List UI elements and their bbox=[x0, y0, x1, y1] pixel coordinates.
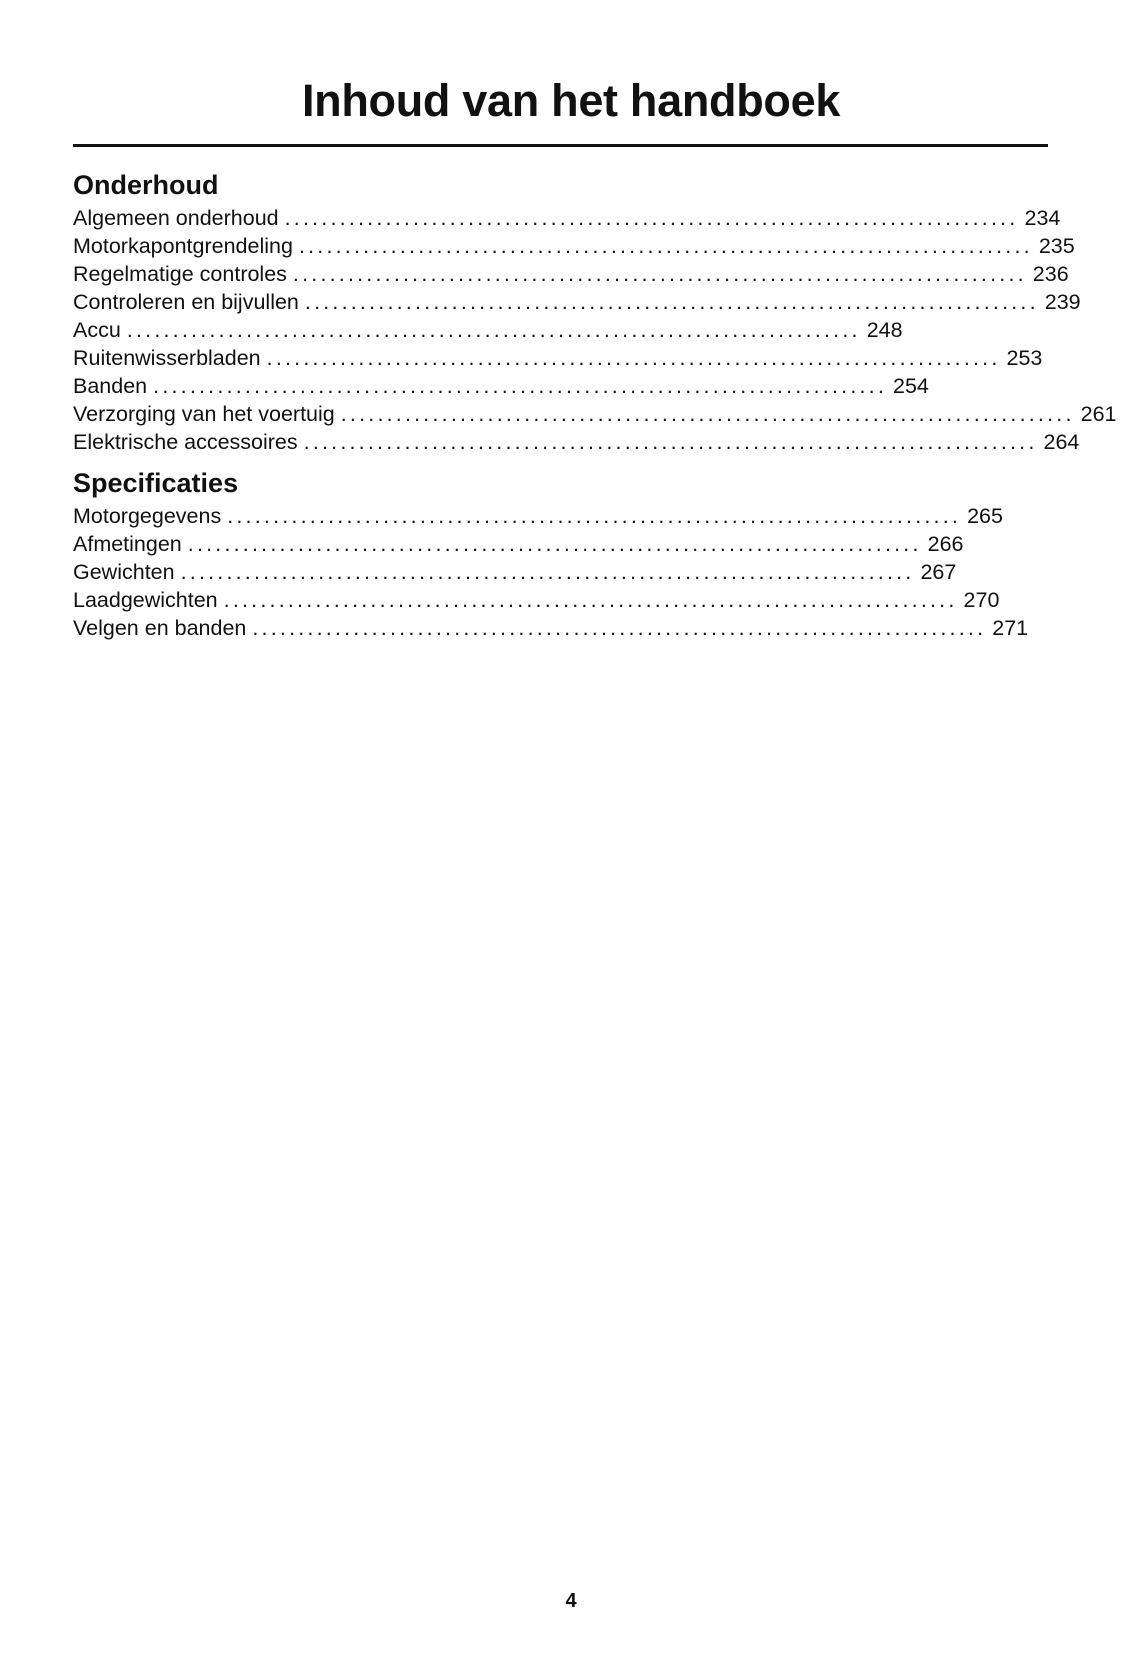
dot-leader: ................................................................................ bbox=[187, 532, 922, 556]
toc-entry[interactable] bbox=[73, 530, 964, 558]
toc-entry[interactable] bbox=[73, 260, 1069, 288]
toc-entry-page: 234 bbox=[1024, 206, 1061, 230]
toc-entry-label: Regelmatige controles bbox=[73, 262, 287, 286]
toc-entry-label: Banden bbox=[73, 374, 148, 398]
toc-entry[interactable] bbox=[73, 502, 1003, 530]
dot-leader: ................................................................................ bbox=[227, 504, 962, 528]
section-heading: Onderhoud bbox=[73, 170, 219, 200]
toc-entry-label: Gewichten bbox=[73, 560, 175, 584]
toc-entry[interactable] bbox=[73, 428, 1080, 456]
toc-entry[interactable] bbox=[73, 232, 1075, 260]
toc-entry[interactable] bbox=[73, 288, 1081, 316]
toc-entry-page: 239 bbox=[1044, 290, 1081, 314]
toc-entry-label: Algemeen onderhoud bbox=[73, 206, 279, 230]
dot-leader: ................................................................................ bbox=[340, 402, 1075, 426]
dot-leader: ................................................................................ bbox=[303, 430, 1038, 454]
toc-entry-label: Motorkapontgrendeling bbox=[73, 234, 293, 258]
toc-entry-page: 267 bbox=[920, 560, 957, 584]
dot-leader: ................................................................................ bbox=[266, 346, 1001, 370]
page-title: Inhoud van het handboek bbox=[301, 75, 841, 126]
dot-leader: ................................................................................ bbox=[298, 234, 1033, 258]
page-number: 4 bbox=[565, 1590, 577, 1612]
toc-entry[interactable] bbox=[73, 558, 957, 586]
toc-entry-label: Elektrische accessoires bbox=[73, 430, 298, 454]
toc-entry-page: 265 bbox=[967, 504, 1003, 528]
toc-entry-label: Velgen en banden bbox=[73, 616, 247, 640]
toc-entry[interactable] bbox=[73, 204, 1061, 232]
toc-entry-page: 248 bbox=[866, 318, 903, 342]
toc-entry-label: Controleren en bijvullen bbox=[73, 290, 299, 314]
toc-section-specificaties bbox=[73, 466, 1029, 642]
toc-entry-label: Laadgewichten bbox=[73, 588, 218, 612]
toc-entry-page: 254 bbox=[893, 374, 929, 398]
toc-entry[interactable] bbox=[73, 316, 903, 344]
dot-leader: ................................................................................ bbox=[292, 262, 1027, 286]
toc-entry[interactable] bbox=[73, 614, 1029, 642]
toc-entry-page: 271 bbox=[992, 616, 1029, 640]
toc-section-onderhoud bbox=[73, 168, 1117, 456]
toc-entry-label: Verzorging van het voertuig bbox=[73, 402, 335, 426]
dot-leader: ................................................................................ bbox=[284, 206, 1019, 230]
toc-entry-label: Afmetingen bbox=[73, 532, 182, 556]
toc-entry-page: 264 bbox=[1043, 430, 1080, 454]
dot-leader: ................................................................................ bbox=[252, 616, 987, 640]
toc-list bbox=[73, 204, 1117, 456]
toc-entry-label: Accu bbox=[73, 318, 121, 342]
title-rule bbox=[73, 144, 1048, 147]
toc-entry-page: 270 bbox=[963, 588, 1000, 612]
toc-list bbox=[73, 502, 1029, 642]
dot-leader: ................................................................................ bbox=[304, 290, 1039, 314]
toc-entry-page: 266 bbox=[927, 532, 964, 556]
toc-entry-page: 235 bbox=[1038, 234, 1075, 258]
toc-entry-page: 236 bbox=[1032, 262, 1069, 286]
toc-entry[interactable] bbox=[73, 586, 1000, 614]
toc-entry-label: Motorgegevens bbox=[73, 504, 222, 528]
dot-leader: ................................................................................ bbox=[180, 560, 915, 584]
toc-entry-page: 261 bbox=[1080, 402, 1117, 426]
toc-entry[interactable] bbox=[73, 344, 1043, 372]
dot-leader: ................................................................................ bbox=[126, 318, 861, 342]
dot-leader: ................................................................................ bbox=[223, 588, 958, 612]
section-heading: Specificaties bbox=[73, 468, 239, 498]
toc-entry[interactable] bbox=[73, 400, 1117, 428]
dot-leader: ................................................................................ bbox=[153, 374, 888, 398]
toc-entry[interactable] bbox=[73, 372, 929, 400]
toc-entry-page: 253 bbox=[1006, 346, 1043, 370]
toc-entry-label: Ruitenwisserbladen bbox=[73, 346, 261, 370]
